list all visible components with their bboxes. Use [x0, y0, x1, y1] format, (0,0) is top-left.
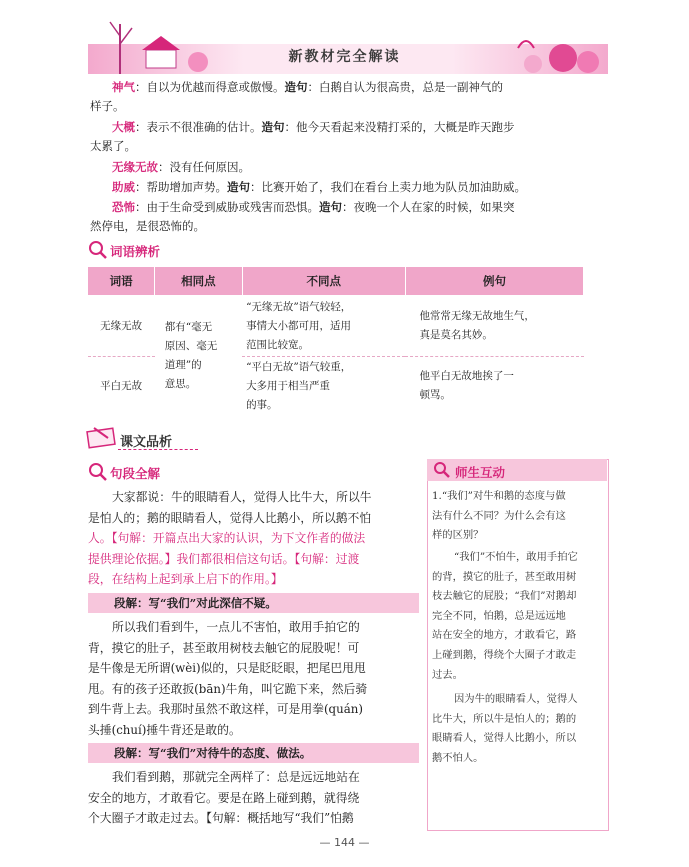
text-line: 段，在结构上起到承上启下的作用。】	[88, 572, 283, 586]
example-label: 造句	[261, 120, 285, 134]
header-cell: 例句	[405, 267, 583, 296]
same-cell	[155, 296, 242, 416]
text-line: 提供理论依据。】我们都很相信这句话。【句解：过渡	[88, 551, 360, 566]
text-line: 头捶(chuí)捶牛背还是敢的。	[88, 722, 241, 737]
vocab-example: ：白鹅自认为很高贵，总是一副神气的	[307, 80, 503, 94]
side-question	[432, 487, 602, 546]
example-cell	[405, 357, 583, 416]
text-line: 到牛背上去。我那时虽然不敢这样，可是用拳(quán)	[88, 702, 363, 716]
example-label: 造句	[227, 180, 250, 194]
section-title-kewen: 课文品析	[120, 435, 173, 450]
diff-line: 范围比较宽。	[246, 338, 310, 351]
text-line: 法有什么不同？为什么会有这	[432, 509, 566, 522]
vocab-line-4	[112, 178, 526, 197]
text-line: “我们”不怕牛，敢用手拍它	[454, 551, 578, 563]
vocab-line-1b: 样子。	[90, 99, 125, 113]
text-line: 背，摸它的肚子，甚至敢用树枝去触它的屁股呢！可	[88, 640, 360, 655]
header-cell: 词语	[88, 267, 155, 296]
word-cell: 平白无故	[100, 379, 143, 392]
vocab-term: 大概	[112, 120, 135, 134]
text-line: 完全不同，怕鹅，总是远远地	[432, 609, 566, 622]
same-line: 意思。	[164, 377, 197, 390]
table-row	[88, 296, 584, 357]
text-line: 上碰到鹅，得绕个大圈子才敢走	[432, 648, 577, 661]
example-line: 真是莫名其妙。	[419, 329, 493, 341]
vocab-line-2b: 太累了。	[90, 139, 136, 153]
same-line: 原因、毫无	[164, 339, 218, 352]
vocab-example: ：比赛开始了，我们在看台上卖力地为队员加油助威。	[250, 180, 526, 194]
magnifier-icon	[433, 461, 451, 479]
example-cell	[405, 296, 583, 357]
header-title: 新教材完全解读	[288, 49, 401, 65]
vocab-def: ：自以为优越而得意或傲慢。	[135, 80, 285, 94]
comparison-table	[87, 266, 584, 415]
section-title-jvduan: 句段全解	[110, 466, 161, 481]
text-line: 鹅不怕人。	[432, 751, 484, 764]
text-line: 眼睛看人，觉得人比鹅小，所以	[432, 732, 577, 745]
paragraph-note-2: 段解：写“我们”对待牛的态度、做法。	[88, 743, 419, 763]
vocab-term: 助威	[112, 180, 135, 194]
text-line: 站在安全的地方，才敢看它，路	[432, 629, 577, 642]
vocab-term: 恐怖	[112, 200, 135, 214]
vocab-line-5b: 然停电，是很恐怖的。	[90, 219, 205, 233]
paragraph-3	[88, 767, 419, 829]
side-panel-header	[427, 459, 607, 481]
side-answer-1	[432, 548, 602, 685]
diff-line: “平白无故”语气较重，	[246, 360, 352, 373]
example-line: 顿骂。	[419, 389, 451, 401]
paragraph-1	[88, 487, 419, 590]
text-line: 枝去触它的屁股；“我们”对鹅却	[432, 590, 577, 603]
vocab-def: ：表示不很准确的估计。	[135, 120, 262, 134]
text-line: 是牛像是无所谓(wèi)似的，只是眨眨眼，把尾巴甩甩	[88, 661, 366, 675]
diff-line: 的事。	[246, 398, 278, 411]
side-panel-title: 师生互动	[455, 465, 506, 480]
magnifier-icon	[88, 462, 108, 482]
text-line: 比牛大，所以牛是怕人的；鹅的	[432, 712, 577, 725]
text-line: 样的区别？	[432, 529, 484, 542]
vocab-line-1	[112, 78, 503, 97]
text-line: 甩。有的孩子还敢扳(bān)牛角，叫它跪下来，然后骑	[88, 681, 368, 696]
vocab-term: 无缘无故	[112, 160, 158, 174]
same-line: 都有“毫无	[164, 320, 213, 333]
text-line: 因为牛的眼睛看人，觉得人	[454, 693, 578, 705]
same-line: 道理”的	[164, 358, 202, 371]
text-line: 所以我们看到牛，一点儿不害怕，敢用手拍它的	[112, 620, 360, 634]
text-line: 过去。	[432, 668, 463, 681]
vocab-line-3	[112, 158, 250, 177]
vocab-def: ：帮助增加声势。	[135, 180, 227, 194]
vocab-term: 神气	[112, 80, 135, 94]
magnifier-icon	[88, 240, 108, 260]
diff-line: 事情大小都可用，适用	[246, 319, 352, 332]
vocab-def: ：由于生命受到威胁或残害而恐惧。	[135, 200, 319, 214]
vocab-def: ：没有任何原因。	[158, 160, 250, 174]
vocab-line-5	[112, 198, 515, 217]
diff-cell	[242, 357, 405, 416]
page-number: — 144 —	[319, 836, 370, 849]
text-line: 大家都说：牛的眼睛看人，觉得人比牛大，所以牛	[112, 490, 372, 504]
side-answer-2	[432, 690, 602, 768]
paragraph-note-1: 段解：写“我们”对此深信不疑。	[88, 593, 419, 613]
diff-cell	[242, 296, 405, 357]
diff-line: “无缘无故”语气较轻，	[246, 300, 352, 313]
diff-line: 大多用于相当严重	[246, 379, 331, 392]
table-header-row	[88, 267, 584, 296]
text-line: 个大圈子才敢走过去。【句解：概括地写“我们”怕鹅	[88, 811, 354, 825]
header-cell: 相同点	[155, 267, 242, 296]
example-line: 他常常无缘无故地生气，	[419, 310, 535, 322]
section-title-cibian: 词语辨析	[110, 244, 161, 259]
book-icon	[86, 424, 120, 450]
vocab-line-2	[112, 118, 515, 137]
text-line: 的背，摸它的肚子，甚至敢用树	[432, 570, 577, 583]
vocab-example: ：夜晚一个人在家的时候，如果突	[342, 200, 515, 214]
paragraph-2	[88, 617, 419, 740]
text-line: 1.“我们”对牛和鹅的态度与做	[432, 490, 566, 502]
example-label: 造句	[319, 200, 342, 214]
text-line: 是怕人的；鹅的眼睛看人，觉得人比鹅小，所以鹅不怕	[88, 510, 372, 525]
text-line: 人。【句解：开篇点出大家的认识，为下文作者的做法	[88, 531, 366, 545]
divider	[118, 449, 198, 450]
text-line: 我们看到鹅，那就完全两样了：总是远远地站在	[112, 770, 360, 784]
word-cell: 无缘无故	[88, 296, 155, 357]
text-line: 安全的地方，才敢看它。要是在路上碰到鹅，就得绕	[88, 790, 360, 805]
example-label: 造句	[284, 80, 308, 94]
example-line: 他平白无故地挨了一	[419, 370, 514, 382]
header-cell: 不同点	[242, 267, 405, 296]
vocab-example: ：他今天看起来没精打采的，大概是昨天跑步	[284, 120, 515, 134]
